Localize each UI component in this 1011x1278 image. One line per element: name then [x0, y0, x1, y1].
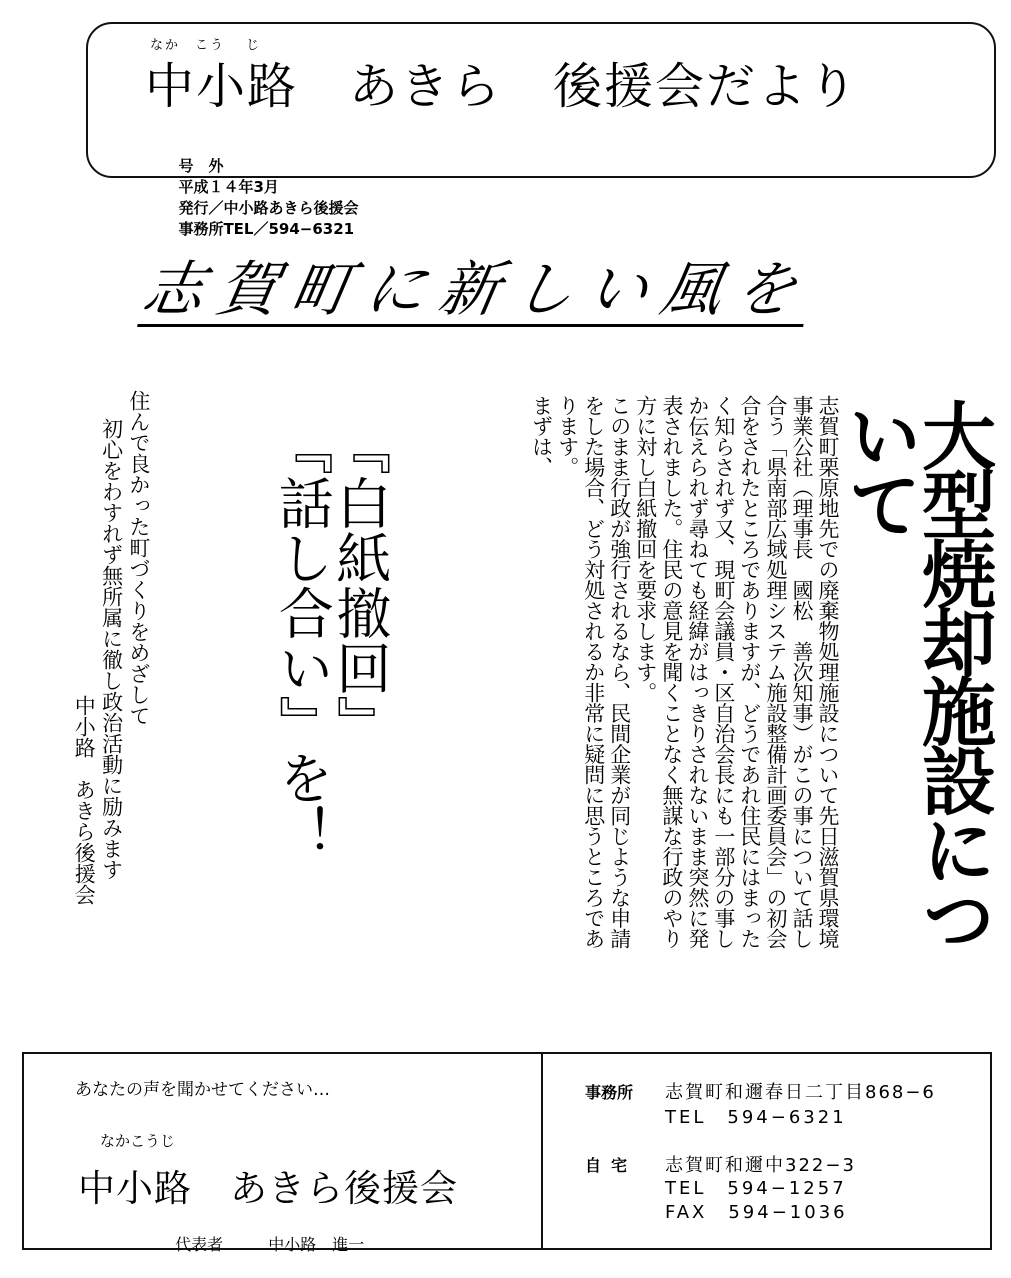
- masthead-furigana: なか こう じ: [150, 38, 262, 53]
- home-address: 志賀町和邇中322−3: [665, 1155, 856, 1176]
- office-label: 事務所: [585, 1083, 634, 1102]
- representative: [165, 1213, 409, 1255]
- office-address: 志賀町和邇春日二丁目868−6: [665, 1082, 936, 1103]
- motto-signature: 中小路 あきら後援会: [72, 695, 97, 905]
- masthead-meta: [168, 137, 394, 239]
- demand-slogan: [269, 420, 392, 890]
- demand-line-1: 『白紙撤回』: [327, 420, 392, 750]
- home-phone: TEL 594−1257: [665, 1178, 847, 1199]
- main-slogan: 志賀町に新しい風を: [137, 255, 816, 325]
- article-paragraph: このまま行政が強行されるなら、民間企業が同じような申請をした場合、どう対処されるか非常に疑問に思うところであります。: [555, 395, 632, 949]
- issue-date: 平成１４年3月: [178, 178, 279, 196]
- publisher: 発行／中小路あきら後援会: [178, 199, 359, 217]
- org-furigana: なかこうじ: [100, 1132, 176, 1150]
- demand-line-2: 『話し合い』を！: [269, 420, 334, 860]
- representative-label: 代表者: [175, 1235, 224, 1254]
- issue-label: 号 外: [178, 157, 224, 175]
- article-heading: 大型焼却施設について: [836, 398, 996, 950]
- representative-name: 中小路 進一: [268, 1235, 365, 1254]
- motto: [70, 390, 152, 950]
- feedback-prompt: あなたの声を聞かせてください…: [75, 1080, 330, 1100]
- motto-line-2: 初心をわすれず無所属に徹し政治活動に励みます: [99, 418, 124, 880]
- office-phone: TEL 594−6321: [665, 1107, 847, 1128]
- org-name: 中小路 あきら後援会: [78, 1167, 458, 1210]
- article-paragraph: 志賀町栗原地先での廃棄物処理施設について先日滋賀県環境事業公社（理事長 國松 善次知事）がこの事について話し合う「県南部広域処理システム施設整備計画委員会」の初会合をされたところでありますが、どうであれ住民にはまったく知らされず又、現町会議員・区自治会長にも一部分の事しか伝えられず尋ねても経緯がはっきりされないまま突然に発表されました。住民の意見を聞くことなく無謀な行政のやり方に対し白紙撤回を要求します。: [633, 395, 840, 949]
- masthead-office-tel: 事務所TEL／594−6321: [178, 220, 355, 238]
- motto-line-1: 住んで良かった町づくりをめざして: [126, 390, 151, 726]
- article-paragraph: まずは、: [529, 395, 554, 477]
- home-label: 自宅: [585, 1156, 638, 1175]
- newsletter-title: 中小路 あきら 後援会だより: [145, 58, 860, 115]
- home-fax: FAX 594−1036: [665, 1202, 848, 1223]
- article-body: [529, 395, 841, 950]
- contact-divider: [541, 1052, 543, 1250]
